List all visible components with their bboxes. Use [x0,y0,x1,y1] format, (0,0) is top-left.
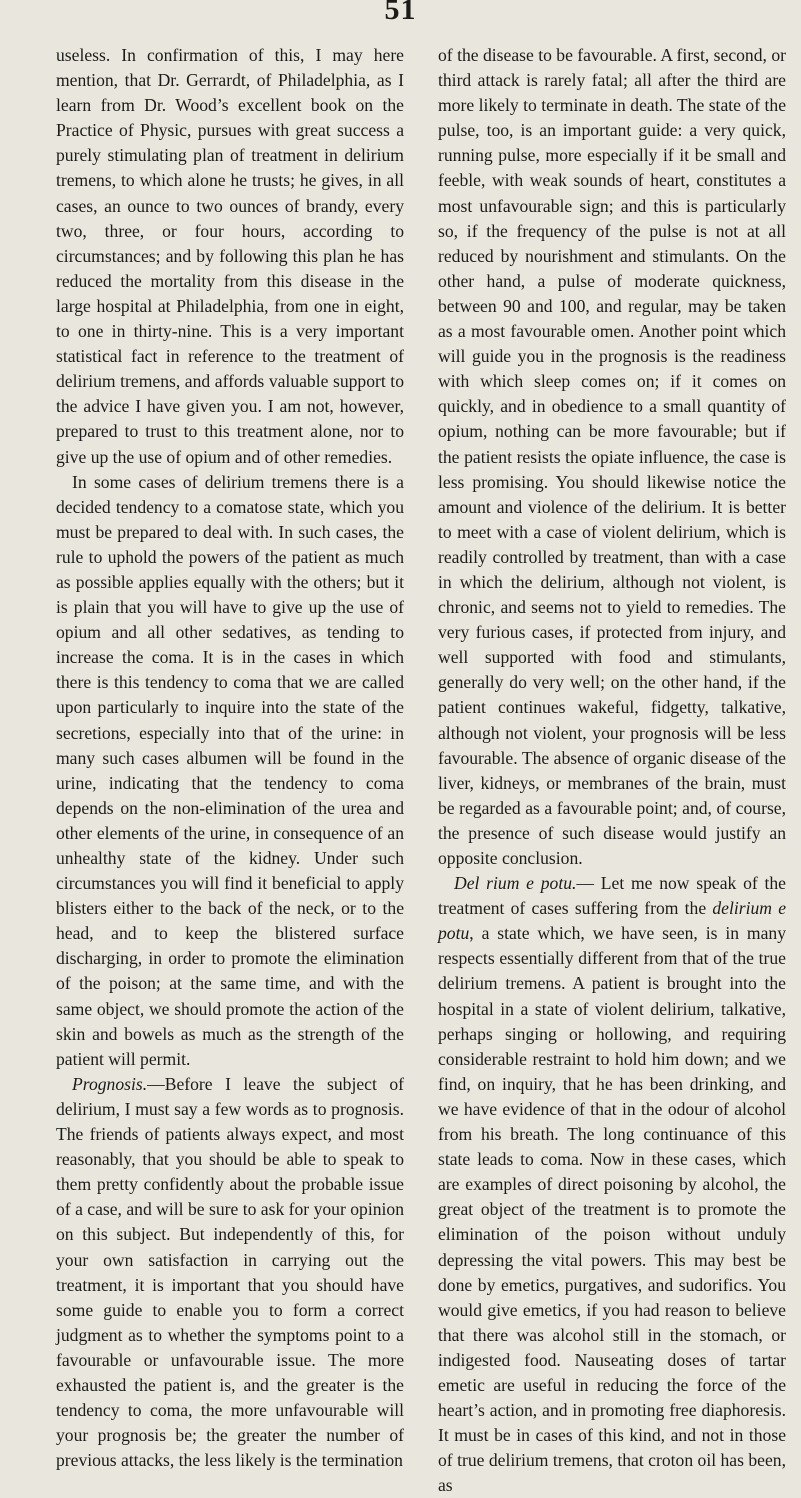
paragraph-text: — Let me now speak of the treatment of cases suffering from the [438,873,786,919]
paragraph: of the disease to be favourable. A first, second, or third attack is rarely fatal; all after the third are more likely to terminate in death. The state of the pulse, too, is an important guide: a very quick, running pulse, more especially if it be small and feeble, with weak sounds of heart, constitutes a most unfavourable sign; and this is particularly so, if the frequency of the pulse is not at all reduced by nourishment and stimulants. On the other hand, a pulse of moderate quickness, between 90 and 100, and regular, may be taken as a most favourable omen. Another point which will guide you in the prognosis is the readiness with which sleep comes on; if it comes on quickly, and in obedience to a small quantity of opium, nothing can be more favourable; but if the patient resists the opiate influence, the case is less promising. You should likewise notice the amount and violence of the delirium. It is better to meet with a case of violent delirium, which is readily controlled by treatment, than with a case in which the delirium, although not violent, is chronic, and seems not to yield to remedies. The very furious cases, if protected from injury, and well supported with food and stimulants, generally do very well; on the other hand, if the patient continues wakeful, fidgetty, talkative, although not violent, your prognosis will be less favourable. The absence of organic disease of the liver, kidneys, or membranes of the brain, must be regarded as a favourable point; and, of course, the presence of such disease would justify an opposite conclusion. [438,45,786,868]
text-columns [56,43,786,1498]
page-number: 51 [384,0,417,26]
section-heading-delirium-e-potu: Del rium e potu. [454,873,577,894]
paragraph [438,871,786,1498]
paragraph-text: , a state which, we have seen, is in many respects essentially different from that of the true delirium tremens. A patient is brought into the hospital in a state of violent delirium, talkative, perhaps singing or hollowing, and requiring considerable restraint to hold him down; and we find, on inquiry, that he has been drinking, and we have evidence of that in the odour of alcohol from his breath. The long continuance of this state leads to coma. Now in these cases, which are examples of direct poisoning by alcohol, the great object of the treatment is to promote the elimination of the poison without unduly depressing the vital powers. This may best be done by emetics, purgatives, and sudorifics. You would give emetics, if you had reason to believe that there was alcohol still in the stomach, or indigested food. Nauseating doses of tartar emetic are useful in reducing the force of the heart’s action, and in promoting free diaphoresis. It must be in cases of this kind, and not in those of true delirium tremens, that croton oil has been, as [438,923,786,1496]
paragraph: In some cases of delirium tremens there is a decided tendency to a comatose state, which you must be prepared to deal with. In such cases, the rule to uphold the powers of the patient as much as possible applies equally with the others; but it is plain that you will have to give up the use of opium and all other sedatives, as tending to increase the coma. It is in the cases in which there is this tendency to coma that we are called upon particularly to inquire into the state of the secretions, especially into that of the urine: in many such cases albumen will be found in the urine, indicating that the tendency to coma depends on the non-elimination of the urea and other elements of the urine, in consequence of an unhealthy state of the kidney. Under such circumstances you will find it beneficial to apply blisters either to the back of the neck, or to the head, and to keep the blistered surface discharging, in order to promote the elimination of the poison; at the same time, and with the same object, we should promote the action of the skin and bowels as much as the strength of the patient will permit. [56,471,404,1069]
italic-term: delirium e potu [438,898,786,944]
paragraph [56,1072,404,1474]
left-column [56,43,404,1498]
paragraph-text: —Before I leave the subject of delirium, I must say a few words as to prognosis. The friends of patients always expect, and most reasonably, that you should be able to speak to them pretty confidently about the probable issue of a case, and will be sure to ask for your opinion on this subject. But independently of this, for your own satisfaction in carrying out the treatment, it is important that you should have some guide to enable you to form a correct judgment as to whether the symptoms point to a favourable or unfavourable issue. The more exhausted the patient is, and the greater is the tendency to coma, the more unfavourable will your prognosis be; the greater the number of previous attacks, the less likely is the termination [56,1073,404,1471]
right-column [438,43,786,1498]
paragraph: useless. In confirmation of this, I may here mention, that Dr. Gerrardt, of Philadelphia, as I learn from Dr. Wood’s excellent book on the Practice of Physic, pursues with great success a purely stimulating plan of treatment in delirium tremens, to which alone he trusts; he gives, in all cases, an ounce to two ounces of brandy, every two, three, or four hours, according to circumstances; and by following this plan he has reduced the mortality from this disease in the large hospital at Philadelphia, from one in eight, to one in thirty-nine. This is a very important statistical fact in reference to the treatment of delirium tremens, and affords valuable support to the advice I have given you. I am not, however, prepared to trust to this treatment alone, nor to give up the use of opium and of other remedies. [56,45,404,467]
section-heading-prognosis: Prognosis. [72,1073,148,1094]
